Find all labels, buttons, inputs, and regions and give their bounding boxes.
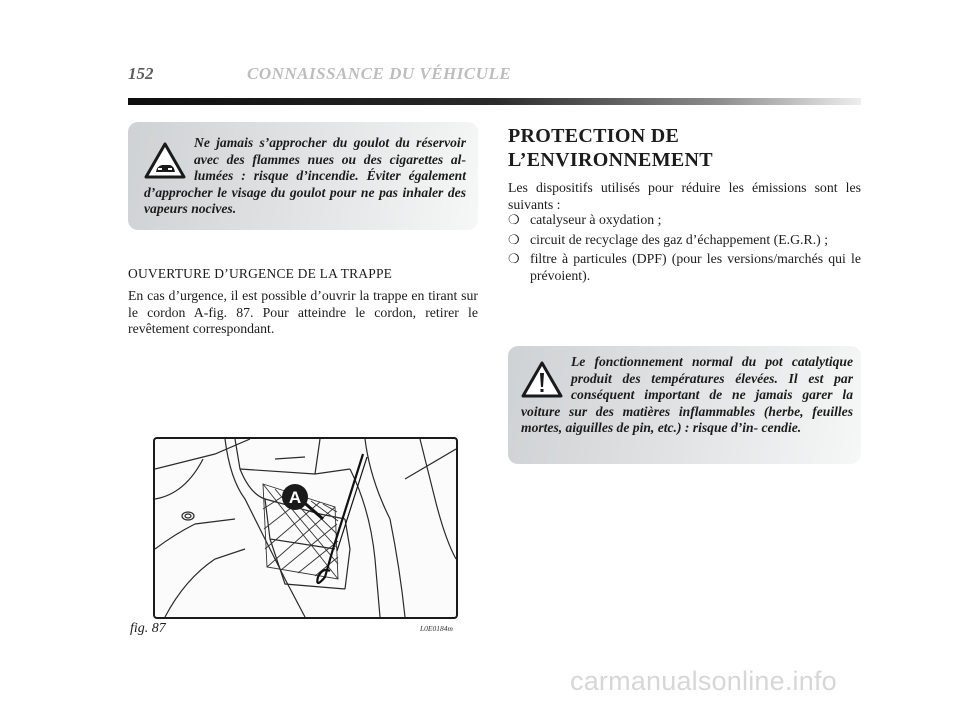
bullet-circle-icon: ❍ <box>508 231 520 247</box>
warning-box-fuel <box>128 122 478 230</box>
warning-triangle-exclamation-icon <box>521 360 563 400</box>
list-item-text: circuit de recyclage des gaz d’échappement (E.G.R.) ; <box>530 231 829 247</box>
figure-caption: fig. 87 <box>130 621 166 636</box>
figure-callout-a: A <box>288 488 302 507</box>
list-item <box>508 232 861 249</box>
list-item <box>508 212 861 229</box>
bullet-circle-icon: ❍ <box>508 212 520 227</box>
section-heading-environment: PROTECTION DE L’ENVIRONNEMENT <box>508 125 713 171</box>
emission-devices-list <box>508 212 861 287</box>
header-rule <box>128 98 861 105</box>
section-heading-emergency: OUVERTURE D’URGENCE DE LA TRAPPE <box>128 266 393 281</box>
intro-text: Les dispositifs utilisés pour réduire les émissions sont les suivants : <box>508 180 861 212</box>
page-number: 152 <box>128 64 154 83</box>
bullet-circle-icon: ❍ <box>508 251 520 266</box>
figure-87 <box>153 437 458 619</box>
watermark: carmanualsonline.info <box>570 666 837 696</box>
list-item <box>508 251 861 284</box>
figure-87-illustration <box>155 439 456 617</box>
figure-code: L0E0184m <box>420 624 453 633</box>
warning-triangle-fuel-icon <box>144 141 186 181</box>
list-item-text: catalyseur à oxydation ; <box>530 212 662 227</box>
warning-text-fuel: Ne jamais s’approcher du goulot du réservoir avec des flammes nues ou des cigarettes al- lumées : risque d’incendie. Éviter également d’approcher le visage du goulot pour ne pas inhaler des vapeurs nocives. <box>144 135 466 216</box>
running-title: CONNAISSANCE DU VÉHICULE <box>247 64 512 83</box>
warning-box-catalytic <box>508 346 861 464</box>
warning-text-catalytic: Le fonctionnement normal du pot catalytique produit des températures élevées. Il est par conséquent important de ne jamais garer la voiture sur des matières inflammables (herbe, feuilles mortes, aiguilles de pin, etc.) : risque d’in- cendie. <box>521 354 853 435</box>
body-text-emergency: En cas d’urgence, il est possible d’ouvrir la trappe en tirant sur le cordon A-fig. 87. Pour atteindre le cordon, retirer le revêtement correspondant. <box>128 288 478 336</box>
list-item-text: filtre à particules (DPF) (pour les versions/marchés qui le prévoient). <box>530 251 861 283</box>
